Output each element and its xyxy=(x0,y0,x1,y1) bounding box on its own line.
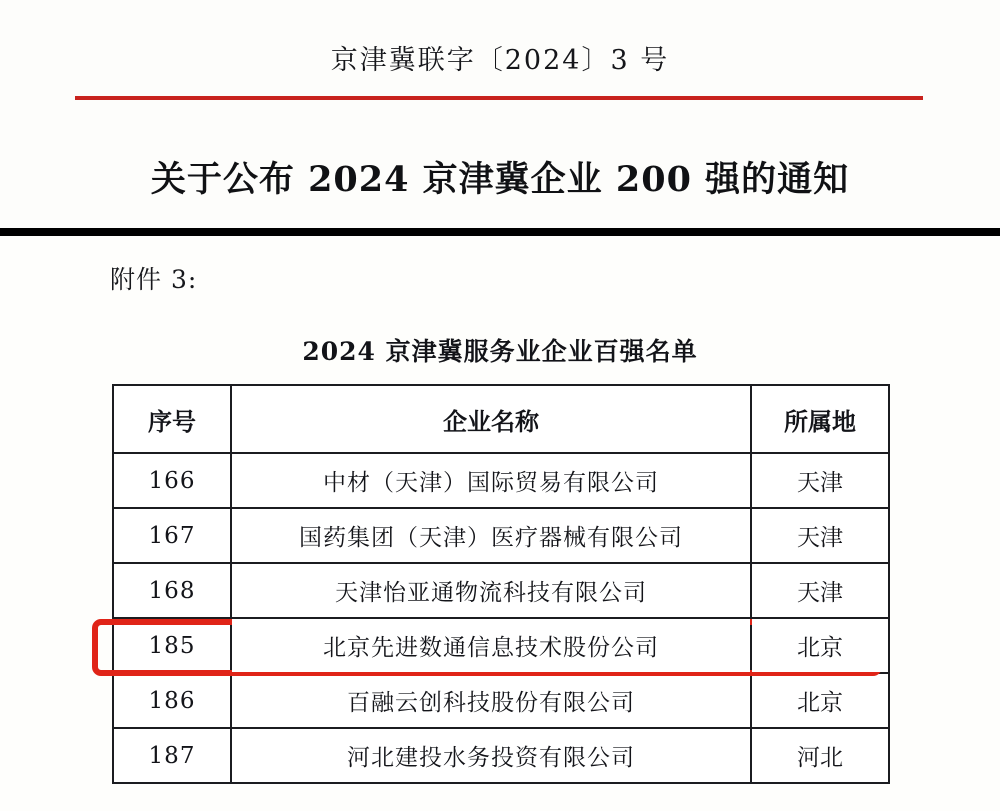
list-title: 2024 京津冀服务业企业百强名单 xyxy=(302,337,698,366)
cell-region: 北京 xyxy=(751,673,889,728)
cell-company-name: 百融云创科技股份有限公司 xyxy=(231,673,751,728)
cell-region: 天津 xyxy=(751,508,889,563)
cell-rank xyxy=(113,618,231,673)
cell-region: 天津 xyxy=(751,563,889,618)
rank-table xyxy=(112,384,890,784)
table-row-highlighted xyxy=(113,618,889,673)
cell-company-name: 中材（天津）国际贸易有限公司 xyxy=(231,453,751,508)
document-header-band xyxy=(0,0,1000,228)
cell-company-name: 河北建投水务投资有限公司 xyxy=(231,728,751,783)
cell-company-name: 天津怡亚通物流科技有限公司 xyxy=(231,563,751,618)
cell-rank-text: 185 xyxy=(148,632,196,659)
cell-rank: 168 xyxy=(113,563,231,618)
table-header-row xyxy=(113,385,889,453)
column-header-rank: 序号 xyxy=(113,385,231,453)
rank-table-wrapper xyxy=(112,384,888,784)
column-header-name: 企业名称 xyxy=(231,385,751,453)
cell-rank: 186 xyxy=(113,673,231,728)
table-row xyxy=(113,453,889,508)
attachment-label: 附件 3: xyxy=(110,265,198,294)
red-divider-rule xyxy=(75,96,923,100)
cell-rank: 167 xyxy=(113,508,231,563)
cell-region: 天津 xyxy=(751,453,889,508)
column-header-region: 所属地 xyxy=(751,385,889,453)
table-row xyxy=(113,673,889,728)
table-row xyxy=(113,563,889,618)
cell-company-name: 北京先进数通信息技术股份公司 xyxy=(231,618,751,673)
document-title: 关于公布 2024 京津冀企业 200 强的通知 xyxy=(150,159,850,200)
document-body-band xyxy=(0,236,1000,811)
table-row xyxy=(113,728,889,783)
cell-rank: 166 xyxy=(113,453,231,508)
table-row xyxy=(113,508,889,563)
document-number: 京津冀联字〔2024〕3 号 xyxy=(330,45,670,76)
cell-region: 北京 xyxy=(751,618,889,673)
cell-region: 河北 xyxy=(751,728,889,783)
cell-rank: 187 xyxy=(113,728,231,783)
cell-company-name: 国药集团（天津）医疗器械有限公司 xyxy=(231,508,751,563)
